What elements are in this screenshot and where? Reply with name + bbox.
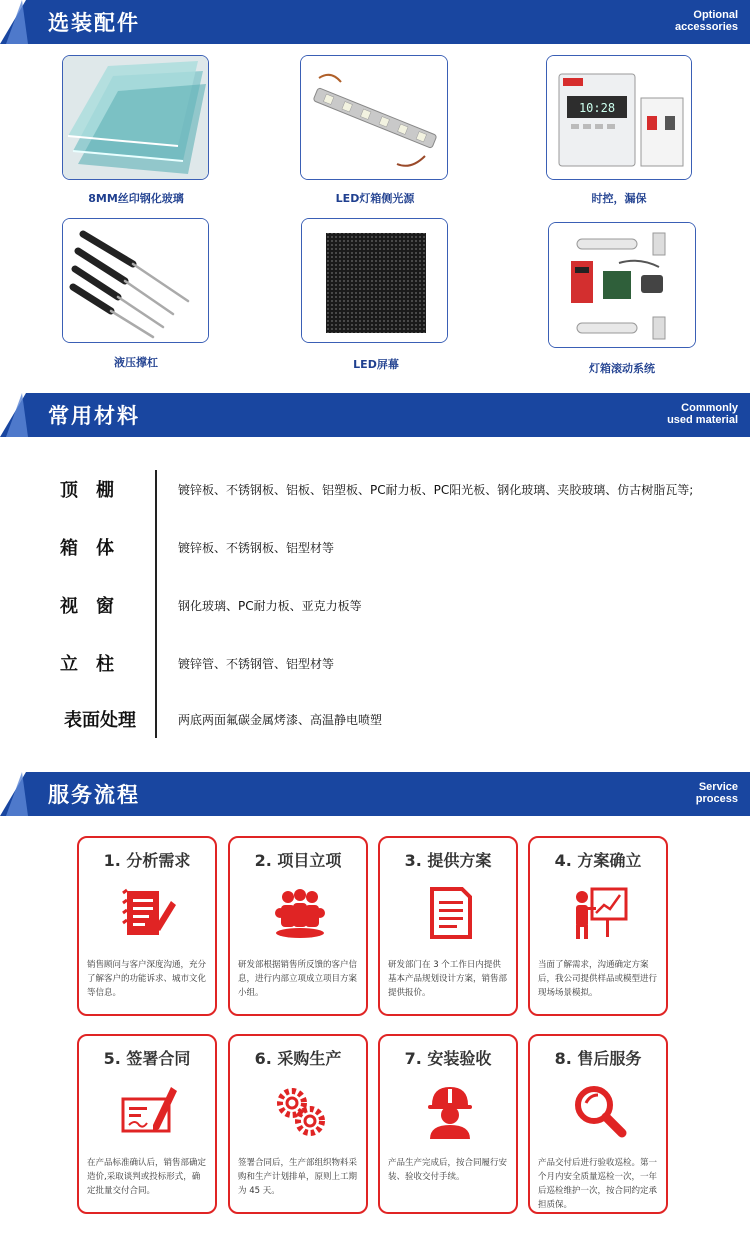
presentation-icon xyxy=(570,883,630,943)
step-description: 在产品标准确认后，销售部确定造价,采取谈判或投标形式，确定批量交付合同。 xyxy=(87,1158,207,1196)
process-card xyxy=(77,1034,217,1214)
section-title: 服务流程 xyxy=(48,783,140,807)
step-title: 2. 项目立项 xyxy=(254,851,342,870)
material-row xyxy=(0,476,750,516)
material-list: 钢化玻璃、PC耐力板、亚克力板等 xyxy=(178,599,362,613)
accessory-label: LED屏幕 xyxy=(353,358,399,371)
step-title: 5. 签署合同 xyxy=(103,1049,191,1068)
section-title-en: Service process xyxy=(695,781,738,805)
svg-text:10:28: 10:28 xyxy=(578,101,616,115)
material-category: 立 柱 xyxy=(60,654,114,675)
step-title: 7. 安装验收 xyxy=(404,1049,492,1068)
material-row xyxy=(0,706,750,746)
process-card xyxy=(228,836,368,1016)
section-title-en: Commonly used material xyxy=(667,402,738,426)
material-row xyxy=(0,534,750,574)
accessory-label: 时控，漏保 xyxy=(591,192,647,205)
process-card xyxy=(378,836,518,1016)
accessory-label: 灯箱滚动系统 xyxy=(589,362,655,375)
material-list: 镀锌板、不锈钢板、铝型材等 xyxy=(178,541,335,555)
team-icon xyxy=(270,883,330,943)
step-title: 4. 方案确立 xyxy=(554,851,642,870)
accessory-image-frame xyxy=(62,218,209,343)
document-icon xyxy=(420,883,480,943)
step-title: 1. 分析需求 xyxy=(103,851,191,870)
material-list: 镀锌板、不锈钢板、铝板、铝塑板、PC耐力板、PC阳光板、钢化玻璃、夹胶玻璃、仿古树脂瓦等; xyxy=(178,483,694,497)
magnifier-icon xyxy=(570,1081,630,1141)
step-description: 签署合同后，生产部组织物料采购和生产计划排单，原则上工期为 45 天。 xyxy=(238,1158,358,1196)
accessory-image-frame xyxy=(62,55,209,180)
process-card xyxy=(378,1034,518,1214)
process-card xyxy=(228,1034,368,1214)
material-category: 视 窗 xyxy=(60,596,114,617)
material-list: 两底两面氟碳金属烤漆、高温静电喷塑 xyxy=(178,713,383,727)
step-description: 研发部根据销售所反馈的客户信息，进行内部立项成立项目方案小组。 xyxy=(238,960,358,998)
step-description: 研发部门在 3 个工作日内提供基本产品规划设计方案，销售部提供报价。 xyxy=(388,960,508,998)
process-card xyxy=(528,836,668,1016)
section-title-en: Optional accessories xyxy=(675,9,738,33)
process-header xyxy=(0,772,750,816)
led-screen-icon xyxy=(302,219,448,343)
section-title: 选装配件 xyxy=(48,11,140,35)
materials-header xyxy=(0,393,750,437)
accessory-image-frame xyxy=(301,218,448,343)
contract-pen-icon xyxy=(119,1081,179,1141)
timer-breaker-icon xyxy=(547,56,692,180)
step-title: 3. 提供方案 xyxy=(404,851,492,870)
material-category: 表面处理 xyxy=(64,710,136,731)
requirement-doc-icon xyxy=(119,883,179,943)
step-description: 销售顾问与客户深度沟通，充分了解客户的功能诉求、城市文化等信息。 xyxy=(87,960,207,998)
glass-panels-icon xyxy=(63,56,209,180)
section-title: 常用材料 xyxy=(48,404,140,428)
gas-strut-icon xyxy=(63,219,209,343)
step-description: 产品交付后进行验收巡检。第一个月内安全质量巡检一次，一年后巡检维护一次，按合同约定承担质保。 xyxy=(538,1158,658,1210)
accessory-label: LED灯箱侧光源 xyxy=(335,192,415,205)
material-category: 箱 体 xyxy=(60,538,114,559)
scroll-system-icon xyxy=(549,223,696,348)
material-category: 顶 棚 xyxy=(60,480,114,501)
accessory-label: 液压撑杠 xyxy=(114,356,158,369)
material-list: 镀锌管、不锈钢管、铝型材等 xyxy=(178,657,335,671)
process-card xyxy=(528,1034,668,1214)
accessory-image-frame xyxy=(548,222,696,348)
gears-icon xyxy=(270,1081,330,1141)
accessories-header xyxy=(0,0,750,44)
step-description: 当面了解需求，沟通确定方案后，我公司提供样品或模型进行现场场景模拟。 xyxy=(538,960,658,998)
accessory-label: 8MM丝印钢化玻璃 xyxy=(88,192,184,205)
accessory-image-frame xyxy=(300,55,448,180)
material-row xyxy=(0,592,750,632)
led-strip-icon xyxy=(301,56,448,180)
header-stripe xyxy=(6,772,28,816)
header-stripe xyxy=(6,0,28,44)
accessory-image-frame xyxy=(546,55,692,180)
step-title: 8. 售后服务 xyxy=(554,1049,642,1068)
worker-helmet-icon xyxy=(420,1081,480,1141)
material-row xyxy=(0,650,750,690)
step-title: 6. 采购生产 xyxy=(254,1049,342,1068)
process-card xyxy=(77,836,217,1016)
step-description: 产品生产完成后，按合同履行安装、验收交付手续。 xyxy=(388,1158,508,1182)
header-stripe xyxy=(6,393,28,437)
